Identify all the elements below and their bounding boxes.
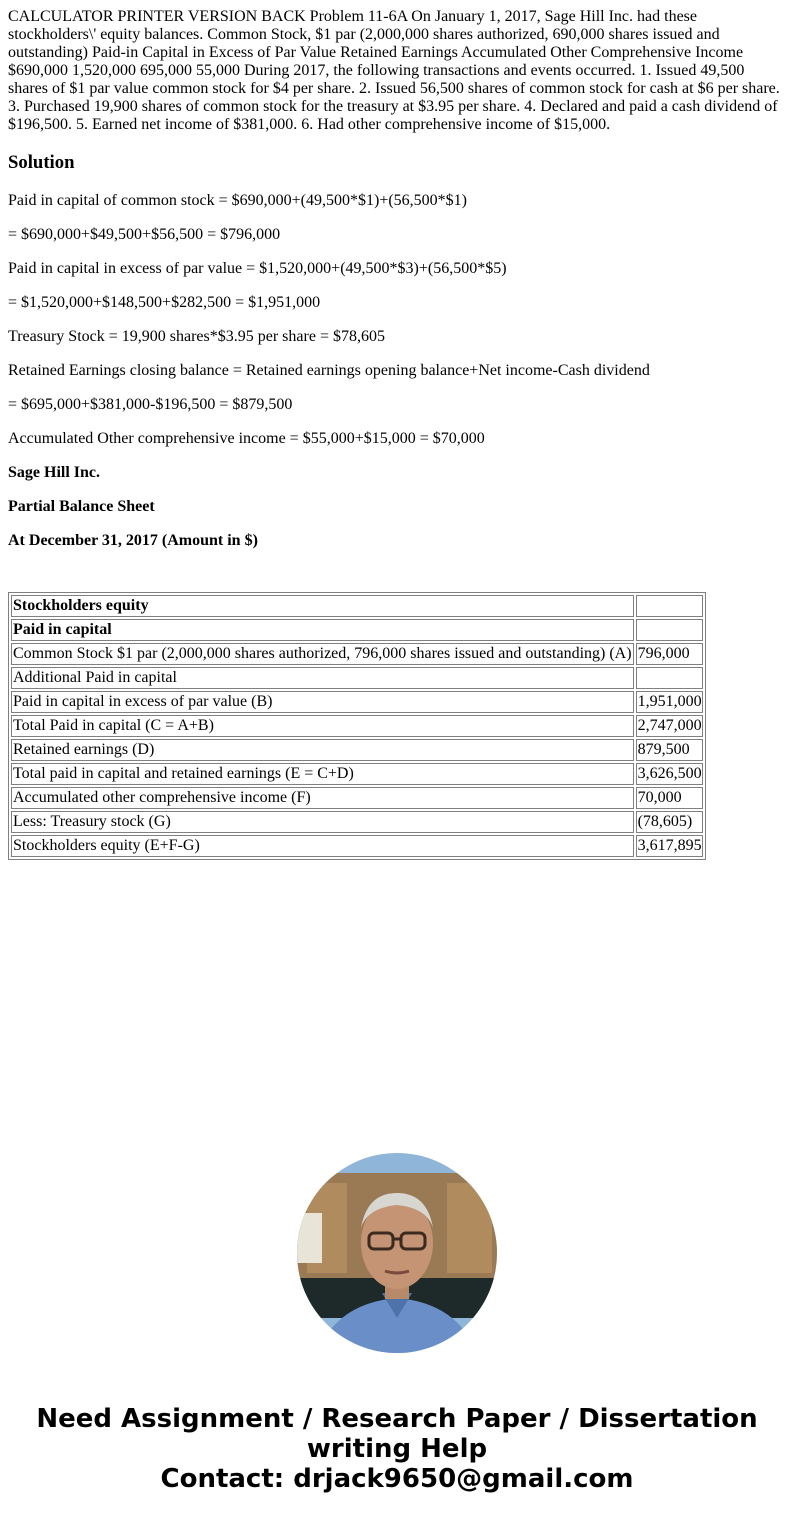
table-row	[11, 787, 703, 809]
row-label: Paid in capital	[11, 619, 634, 641]
table-row	[11, 595, 703, 617]
balance-sheet-table	[8, 592, 706, 860]
solution-line: Retained Earnings closing balance = Retained earnings opening balance+Net income-Cash dividend	[8, 362, 650, 379]
solution-line: = $1,520,000+$148,500+$282,500 = $1,951,000	[8, 294, 321, 311]
row-label: Additional Paid in capital	[11, 667, 634, 689]
footer-line: Need Assignment / Research Paper / Dissertation	[36, 1404, 758, 1434]
table-row	[11, 619, 703, 641]
row-value: (78,605)	[636, 811, 703, 833]
portrait-image	[297, 1153, 497, 1353]
row-value	[636, 667, 703, 689]
footer-banner	[0, 1404, 794, 1494]
statement-date: At December 31, 2017 (Amount in $)	[8, 532, 258, 549]
solution-line: Paid in capital of common stock = $690,000+(49,500*$1)+(56,500*$1)	[8, 192, 468, 209]
row-label: Retained earnings (D)	[11, 739, 634, 761]
author-avatar	[297, 1153, 497, 1353]
row-label: Stockholders equity	[11, 595, 634, 617]
table-row	[11, 667, 703, 689]
table-row	[11, 691, 703, 713]
table-row	[11, 835, 703, 857]
company-name: Sage Hill Inc.	[8, 464, 101, 481]
row-value: 3,626,500	[636, 763, 703, 785]
solution-line: Treasury Stock = 19,900 shares*$3.95 per share = $78,605	[8, 328, 385, 345]
table-row	[11, 715, 703, 737]
statement-title: Partial Balance Sheet	[8, 498, 155, 515]
solution-heading: Solution	[8, 152, 75, 173]
footer-line: writing Help	[306, 1434, 488, 1464]
row-value	[636, 595, 703, 617]
row-label: Paid in capital in excess of par value (B)	[11, 691, 634, 713]
row-value: 796,000	[636, 643, 703, 665]
table-row	[11, 739, 703, 761]
table-row	[11, 763, 703, 785]
row-label: Less: Treasury stock (G)	[11, 811, 634, 833]
solution-line: Accumulated Other comprehensive income = $55,000+$15,000 = $70,000	[8, 430, 485, 447]
row-label: Accumulated other comprehensive income (F)	[11, 787, 634, 809]
row-value: 879,500	[636, 739, 703, 761]
solution-line: = $695,000+$381,000-$196,500 = $879,500	[8, 396, 293, 413]
problem-statement: CALCULATOR PRINTER VERSION BACK Problem 11-6A On January 1, 2017, Sage Hill Inc. had these stockholders\' equity balances. Common Stock, $1 par (2,000,000 shares authorized, 690,000 shares issued and outstanding) Paid-in Capital in Excess of Par Value Retained Earnings Accumulated Other Comprehensive Income $690,000 1,520,000 695,000 55,000 During 2017, the following transactions and events occurred. 1. Issued 49,500 shares of $1 par value common stock for $4 per share. 2. Issued 56,500 shares of common stock for cash at $6 per share. 3. Purchased 19,900 shares of common stock for the treasury at $3.95 per share. 4. Declared and paid a cash dividend of $196,500. 5. Earned net income of $381,000. 6. Had other comprehensive income of $15,000.	[8, 8, 780, 133]
row-value: 1,951,000	[636, 691, 703, 713]
solution-line: Paid in capital in excess of par value = $1,520,000+(49,500*$3)+(56,500*$5)	[8, 260, 507, 277]
table-row	[11, 811, 703, 833]
row-value	[636, 619, 703, 641]
row-value: 70,000	[636, 787, 703, 809]
row-label: Common Stock $1 par (2,000,000 shares authorized, 796,000 shares issued and outstanding) (A)	[11, 643, 634, 665]
footer-contact: Contact: drjack9650@gmail.com	[160, 1464, 634, 1494]
row-label: Stockholders equity (E+F-G)	[11, 835, 634, 857]
solution-line: = $690,000+$49,500+$56,500 = $796,000	[8, 226, 281, 243]
table-row	[11, 643, 703, 665]
row-value: 2,747,000	[636, 715, 703, 737]
row-label: Total Paid in capital (C = A+B)	[11, 715, 634, 737]
row-value: 3,617,895	[636, 835, 703, 857]
row-label: Total paid in capital and retained earnings (E = C+D)	[11, 763, 634, 785]
